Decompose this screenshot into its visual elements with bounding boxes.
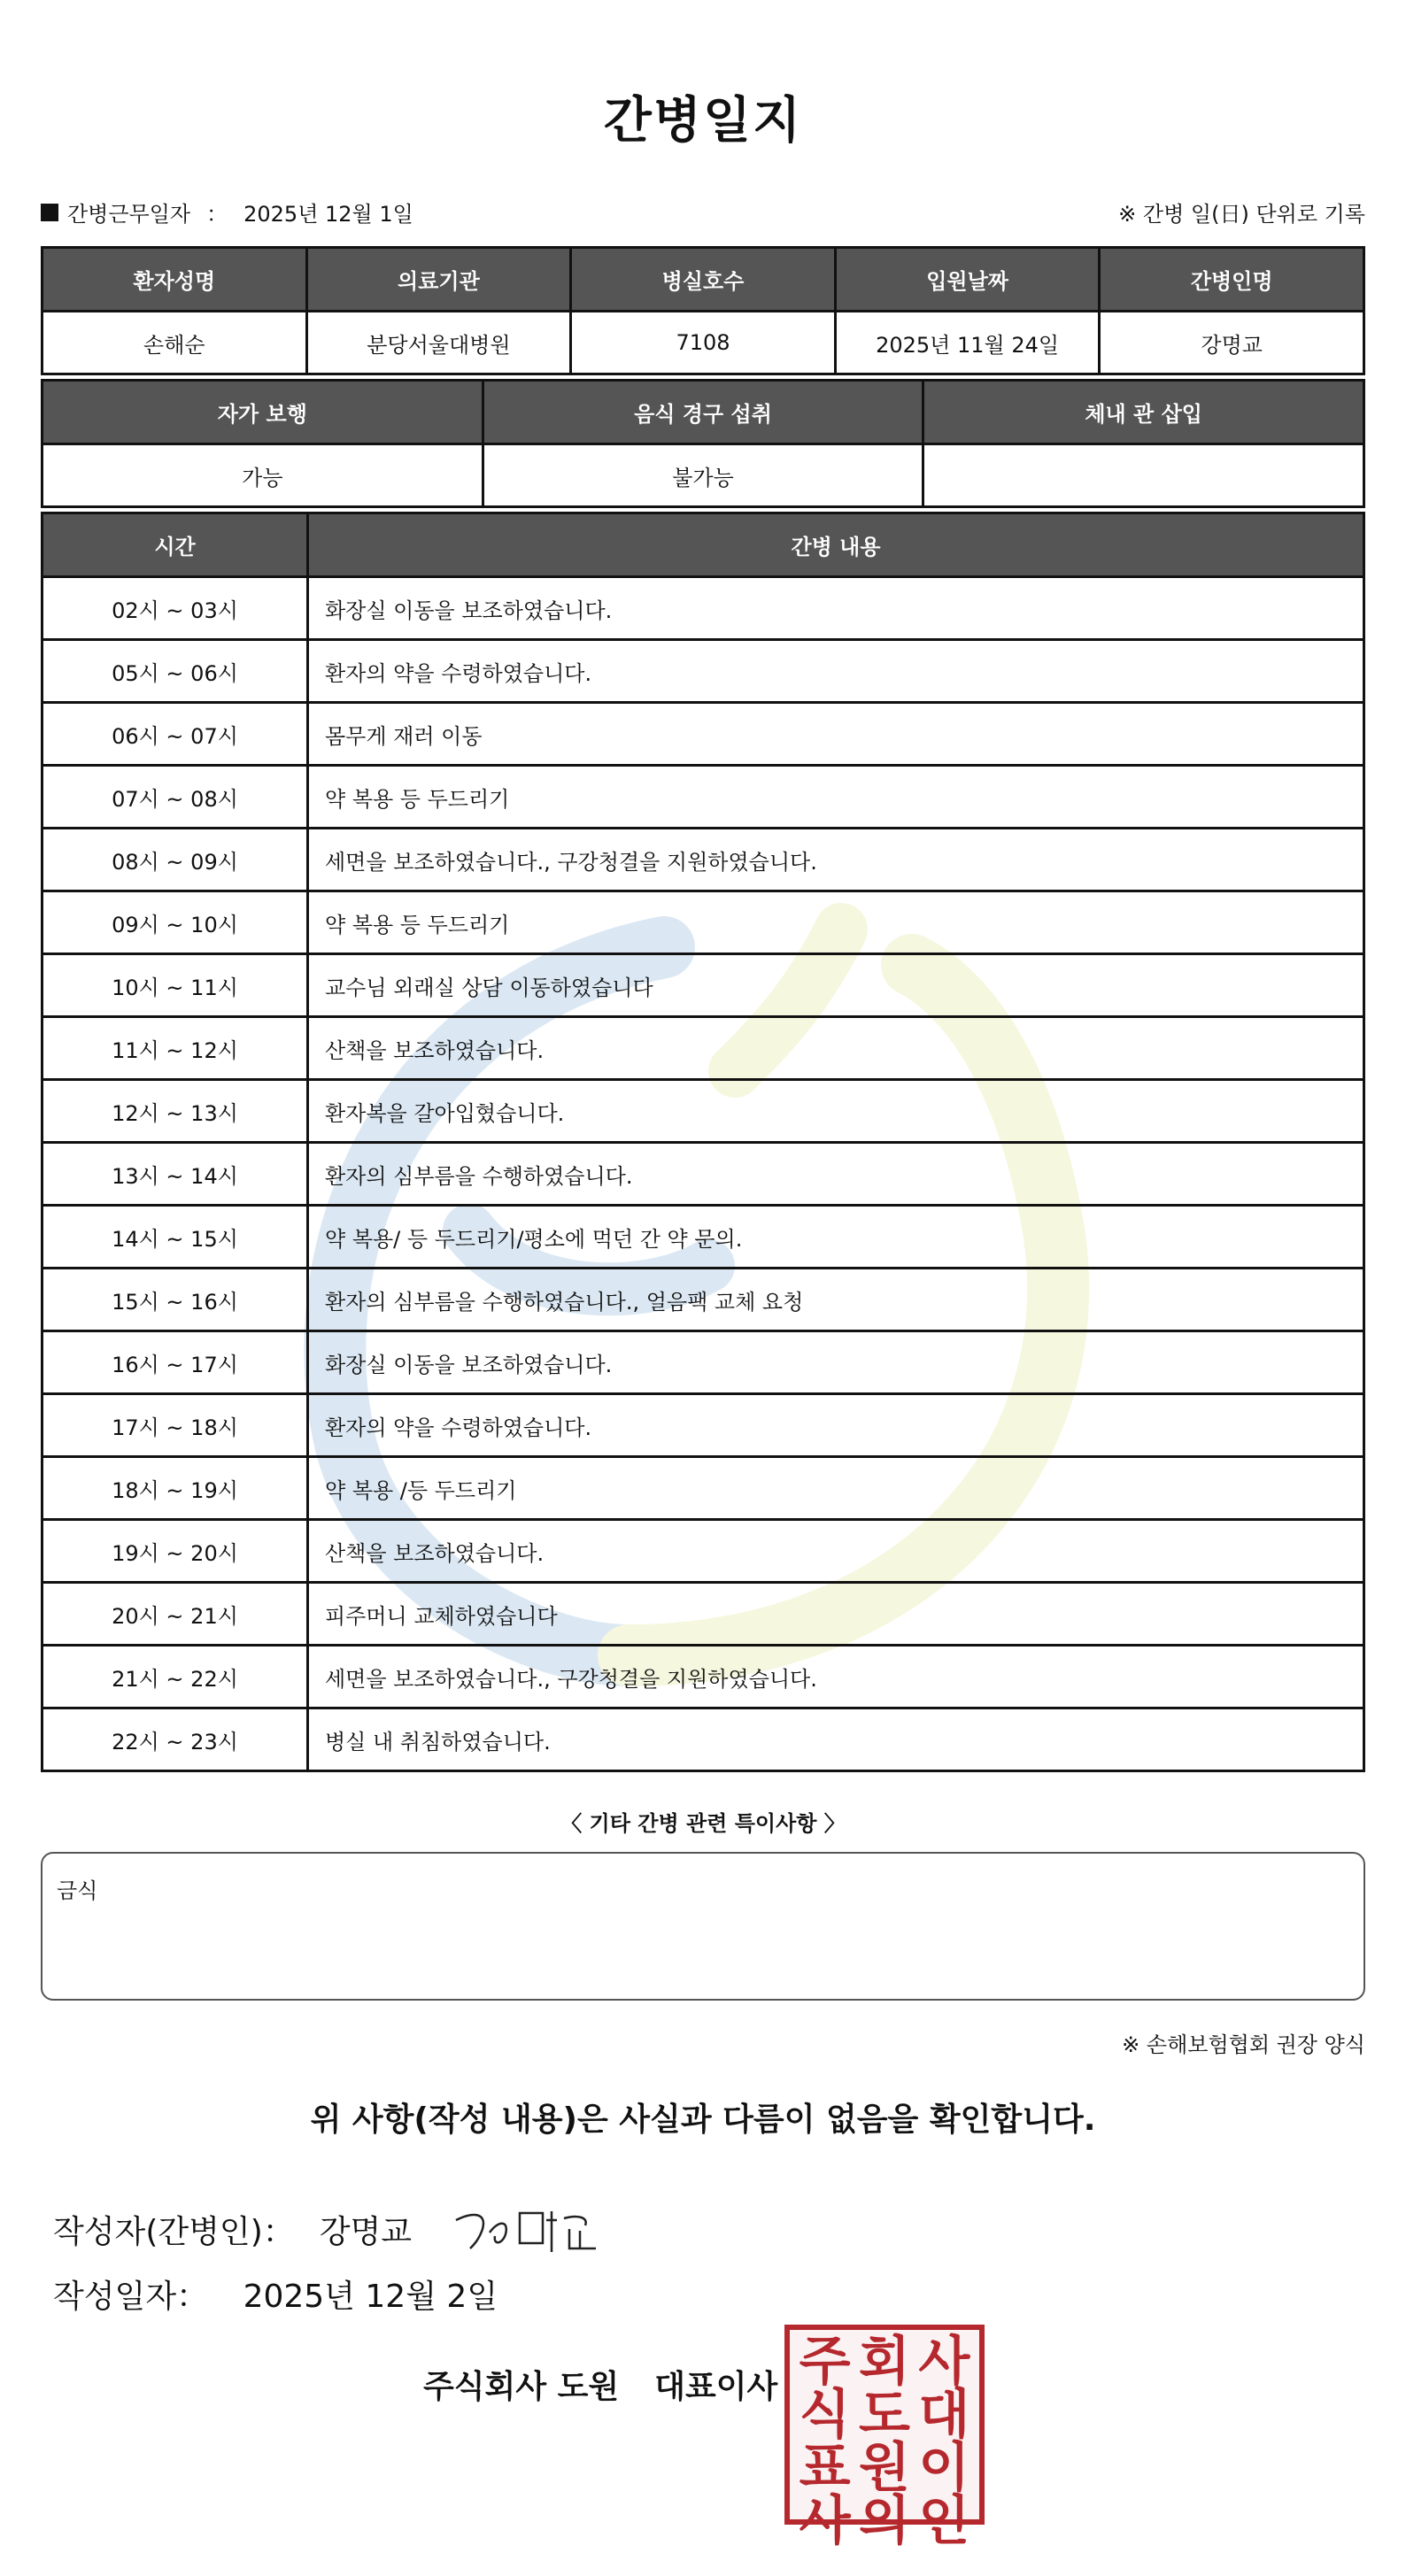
work-date-value: 2025년 12월 1일 [243,202,413,227]
writer-name: 강명교 [319,2213,413,2250]
time-cell: 22시 ~ 23시 [42,1708,308,1771]
header-admission-date: 입원날짜 [835,248,1100,312]
time-cell: 20시 ~ 21시 [42,1583,308,1646]
patient-info-header-row [42,248,1364,312]
seal-char: 도 [859,2384,910,2446]
time-cell: 11시 ~ 12시 [42,1017,308,1080]
time-cell: 10시 ~ 11시 [42,954,308,1017]
care-content-cell: 약 복용 등 두드리기 [308,766,1364,829]
care-content-cell: 교수님 외래실 상담 이동하였습니다 [308,954,1364,1017]
seal-char: 사 [918,2331,970,2393]
time-cell: 16시 ~ 17시 [42,1331,308,1394]
patient-info-value-row [42,312,1364,374]
time-cell: 13시 ~ 14시 [42,1143,308,1206]
meta-row [41,197,1365,228]
table-row [42,577,1364,640]
care-content-cell: 환자의 약을 수령하였습니다. [308,1394,1364,1457]
table-row [42,1394,1364,1457]
table-row [42,1143,1364,1206]
header-care-content: 간병 내용 [308,513,1364,577]
header-room-number: 병실호수 [571,248,836,312]
care-content-cell: 환자의 심부름을 수행하였습니다., 얼음팩 교체 요청 [308,1269,1364,1331]
special-notes-box [41,1852,1365,2001]
care-content-cell: 화장실 이동을 보조하였습니다. [308,1331,1364,1394]
value-oral-intake: 불가능 [483,444,923,507]
care-log-body [42,577,1364,1771]
table-row [42,1206,1364,1269]
care-log-table [41,512,1365,1772]
value-self-walking: 가능 [42,444,483,507]
value-patient-name: 손해순 [42,312,307,374]
header-oral-intake: 음식 경구 섭취 [483,381,923,444]
header-self-walking: 자가 보행 [42,381,483,444]
time-cell: 06시 ~ 07시 [42,703,308,766]
special-notes-content: 금식 [57,1878,98,1903]
table-row [42,1646,1364,1708]
table-row [42,766,1364,829]
patient-info-table [41,246,1365,375]
value-room-number: 7108 [571,312,836,374]
representative-title: 대표이사 [654,2369,778,2405]
value-caregiver-name: 강명교 [1100,312,1364,374]
confirmation-statement: 위 사항(작성 내용)은 사실과 다름이 없음을 확인합니다. [310,2102,1096,2138]
value-admission-date: 2025년 11월 24일 [835,312,1100,374]
special-notes-heading: 〈 기타 간병 관련 특이사항 〉 [560,1811,846,1836]
seal-char: 원 [859,2437,910,2499]
header-hospital: 의료기관 [306,248,571,312]
patient-status-table [41,379,1365,508]
work-date-label: 간병근무일자 [67,202,191,227]
bullet-square-icon [41,204,58,221]
time-cell: 02시 ~ 03시 [42,577,308,640]
seal-char: 대 [918,2384,970,2446]
care-content-cell: 피주머니 교체하였습니다 [308,1583,1364,1646]
company-name: 주식회사 도원 [423,2369,620,2405]
time-cell: 17시 ~ 18시 [42,1394,308,1457]
written-date-row [53,2271,498,2317]
table-row [42,1520,1364,1583]
written-date-label: 작성일자： [53,2279,209,2315]
time-cell: 21시 ~ 22시 [42,1646,308,1708]
seal-char: 회 [859,2331,910,2393]
table-row [42,1080,1364,1143]
time-cell: 05시 ~ 06시 [42,640,308,703]
time-cell: 14시 ~ 15시 [42,1206,308,1269]
document-title: 간병일지 [603,92,803,150]
care-content-cell: 화장실 이동을 보조하였습니다. [308,577,1364,640]
patient-status-value-row [42,444,1364,507]
care-content-cell: 산책을 보조하였습니다. [308,1520,1364,1583]
table-row [42,1331,1364,1394]
table-row [42,1017,1364,1080]
table-row [42,1708,1364,1771]
table-row [42,640,1364,703]
care-content-cell: 세면을 보조하였습니다., 구강청결을 지원하였습니다. [308,1646,1364,1708]
care-content-cell: 산책을 보조하였습니다. [308,1017,1364,1080]
company-signature-line [423,2362,777,2407]
writer-row [53,2194,606,2264]
time-cell: 18시 ~ 19시 [42,1457,308,1520]
seal-char: 표 [799,2437,851,2499]
table-row [42,829,1364,891]
value-tube-insertion [923,444,1364,507]
care-content-cell: 환자의 심부름을 수행하였습니다. [308,1143,1364,1206]
written-date-value: 2025년 12월 2일 [243,2279,498,2315]
seal-char: 주 [799,2331,851,2393]
seal-char: 인 [918,2490,970,2552]
recommended-form-note: ※ 손해보험협회 권장 양식 [1122,2032,1365,2057]
time-cell: 08시 ~ 09시 [42,829,308,891]
time-cell: 19시 ~ 20시 [42,1520,308,1583]
care-content-cell: 환자복을 갈아입혔습니다. [308,1080,1364,1143]
table-row [42,1583,1364,1646]
table-row [42,703,1364,766]
seal-char: 식 [799,2384,851,2446]
work-date-group [41,197,413,228]
time-cell: 09시 ~ 10시 [42,891,308,954]
work-date-colon: ： [206,202,228,227]
header-patient-name: 환자성명 [42,248,307,312]
seal-char: 이 [918,2437,970,2499]
header-time: 시간 [42,513,308,577]
header-tube-insertion: 체내 관 삽입 [923,381,1364,444]
value-hospital: 분당서울대병원 [306,312,571,374]
care-content-cell: 환자의 약을 수령하였습니다. [308,640,1364,703]
header-caregiver-name: 간병인명 [1100,248,1364,312]
table-row [42,891,1364,954]
writer-label: 작성자(간병인)： [53,2213,295,2250]
record-unit-note: ※ 간병 일(日) 단위로 기록 [1118,202,1365,227]
time-cell: 15시 ~ 16시 [42,1269,308,1331]
care-log-header-row [42,513,1364,577]
table-row [42,1269,1364,1331]
company-seal-stamp [784,2325,985,2552]
table-row [42,954,1364,1017]
care-content-cell: 몸무게 재러 이동 [308,703,1364,766]
care-content-cell: 세면을 보조하였습니다., 구강청결을 지원하였습니다. [308,829,1364,891]
care-content-cell: 병실 내 취침하였습니다. [308,1708,1364,1771]
seal-char: 의 [859,2490,910,2552]
handwritten-signature [447,2194,606,2264]
seal-char: 사 [799,2490,851,2552]
care-content-cell: 약 복용/ 등 두드리기/평소에 먹던 간 약 문의. [308,1206,1364,1269]
time-cell: 07시 ~ 08시 [42,766,308,829]
care-content-cell: 약 복용 등 두드리기 [308,891,1364,954]
patient-status-header-row [42,381,1364,444]
table-row [42,1457,1364,1520]
care-content-cell: 약 복용 /등 두드리기 [308,1457,1364,1520]
time-cell: 12시 ~ 13시 [42,1080,308,1143]
